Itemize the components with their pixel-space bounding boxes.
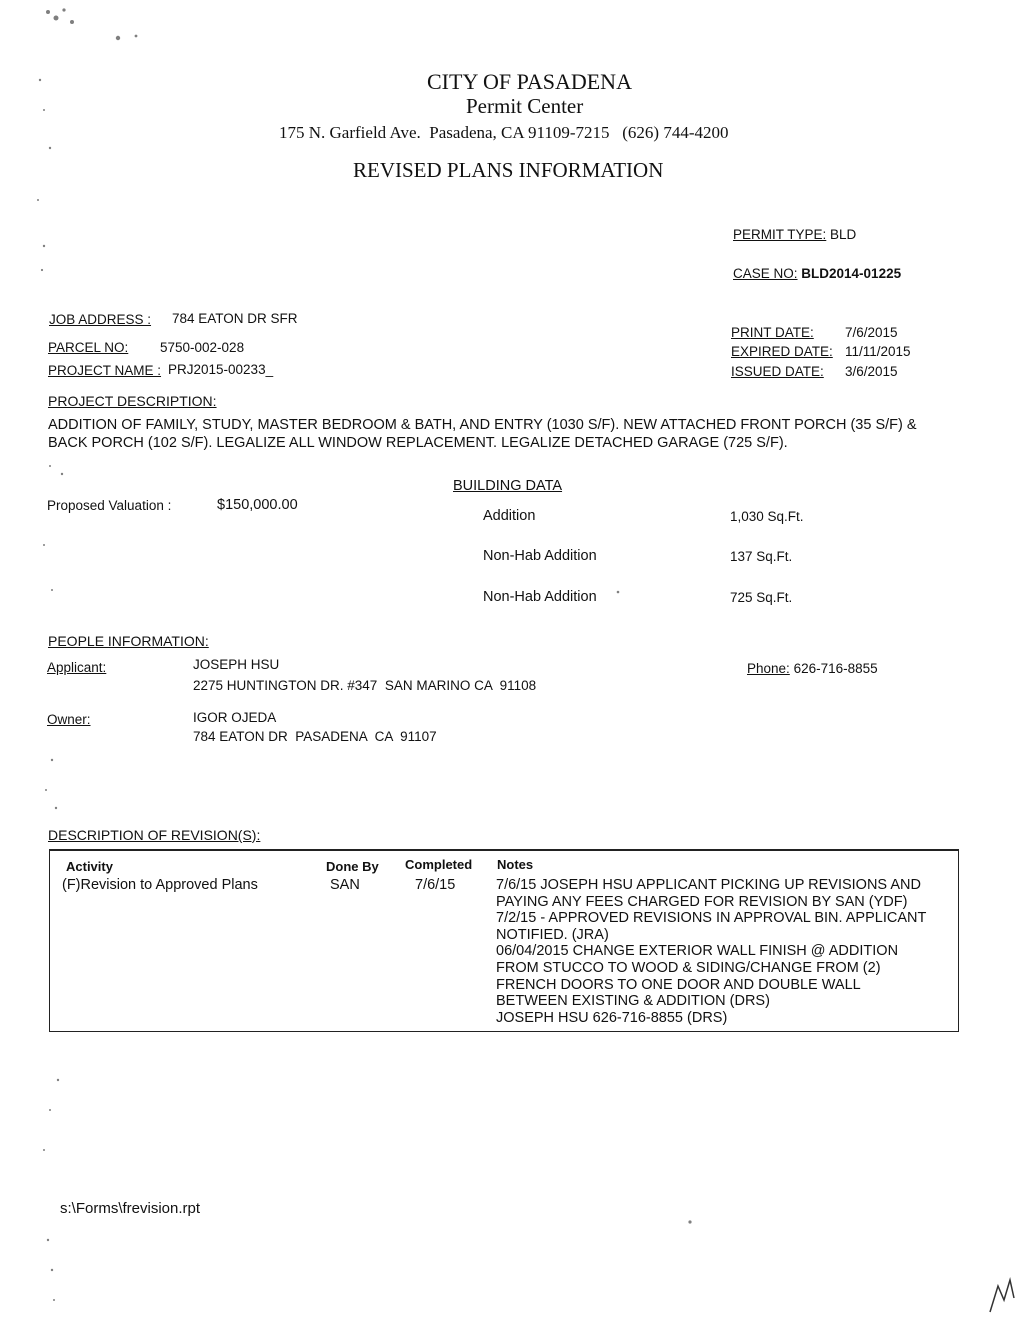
applicant-name: JOSEPH HSU <box>193 657 280 672</box>
col-header-notes: Notes <box>497 857 534 872</box>
revision-note-line: NOTIFIED. (JRA) <box>496 926 609 943</box>
applicant-label: Applicant: <box>47 660 107 675</box>
permit-type-value: BLD <box>830 227 857 242</box>
building-data-row-2-name: Non-Hab Addition <box>483 548 597 564</box>
case-number-label: CASE NO: <box>733 266 798 281</box>
building-data-row-3-area: 725 Sq.Ft. <box>730 590 793 605</box>
revision-note-line: 7/6/15 JOSEPH HSU APPLICANT PICKING UP REVISIONS AND <box>496 877 921 893</box>
owner-address: 784 EATON DR PASADENA CA 91107 <box>193 729 437 744</box>
revision-done-by: SAN <box>330 877 360 893</box>
case-number <box>733 266 901 281</box>
project-description-line-2: BACK PORCH (102 S/F). LEGALIZE ALL WINDOW REPLACEMENT. LEGALIZE DETACHED GARAGE (725 S/F). <box>48 435 788 451</box>
phone-label: Phone: <box>747 661 790 676</box>
revision-note-line: 7/2/15 - APPROVED REVISIONS IN APPROVAL BIN. APPLICANT <box>496 910 927 927</box>
valuation-value: $150,000.00 <box>217 497 298 513</box>
issued-date-label: ISSUED DATE: <box>731 364 824 379</box>
revision-notes <box>496 877 946 1026</box>
owner-name: IGOR OJEDA <box>193 710 277 725</box>
parcel-label: PARCEL NO: <box>48 340 129 355</box>
revision-note-line: JOSEPH HSU 626-716-8855 (DRS) <box>496 1009 728 1026</box>
col-header-done-by: Done By <box>326 859 379 874</box>
building-data-row-3-name: Non-Hab Addition <box>483 589 597 605</box>
building-data-row-1-name: Addition <box>483 508 536 524</box>
print-date-value: 7/6/2015 <box>845 325 898 340</box>
expired-date-value: 11/11/2015 <box>845 344 911 359</box>
revision-completed: 7/6/15 <box>415 877 456 893</box>
revision-note-line: FROM STUCCO TO WOOD & SIDING/CHANGE FROM (2) <box>496 959 881 976</box>
document-title: REVISED PLANS INFORMATION <box>353 158 664 182</box>
applicant-address: 2275 HUNTINGTON DR. #347 SAN MARINO CA 91108 <box>193 678 537 693</box>
office-address: 175 N. Garfield Ave. Pasadena, CA 91109-7215 (626) 744-4200 <box>279 123 729 142</box>
valuation-label: Proposed Valuation : <box>47 498 172 513</box>
revision-activity: (F)Revision to Approved Plans <box>62 877 258 893</box>
permit-type <box>733 227 856 242</box>
permit-type-label: PERMIT TYPE: <box>733 227 827 242</box>
col-header-completed: Completed <box>405 857 473 872</box>
issued-date-value: 3/6/2015 <box>845 364 898 379</box>
job-address-value: 784 EATON DR SFR <box>172 311 298 326</box>
people-information-title: PEOPLE INFORMATION: <box>48 633 209 649</box>
col-header-activity: Activity <box>66 859 113 874</box>
revision-note-line: 06/04/2015 CHANGE EXTERIOR WALL FINISH @ ADDITION <box>496 943 899 960</box>
project-description-label: PROJECT DESCRIPTION: <box>48 393 217 409</box>
project-description-line-1: ADDITION OF FAMILY, STUDY, MASTER BEDROOM & BATH, AND ENTRY (1030 S/F). NEW ATTACHED FRONT PORCH (35 S/F) & <box>48 417 917 433</box>
building-data-row-1-area: 1,030 Sq.Ft. <box>730 509 804 524</box>
building-data-row-2-area: 137 Sq.Ft. <box>730 549 793 564</box>
revision-note-line: FRENCH DOORS TO ONE DOOR AND DOUBLE WALL <box>496 976 861 993</box>
parcel-value: 5750-002-028 <box>160 340 245 355</box>
applicant-phone <box>747 661 878 676</box>
print-date-label: PRINT DATE: <box>731 325 814 340</box>
expired-date-label: EXPIRED DATE: <box>731 344 833 359</box>
office-name: Permit Center <box>466 94 584 118</box>
job-address-label: JOB ADDRESS : <box>49 312 152 327</box>
project-name-value: PRJ2015-00233_ <box>168 362 274 377</box>
city-name: CITY OF PASADENA <box>427 69 632 94</box>
report-path: s:\Forms\frevision.rpt <box>60 1200 201 1217</box>
phone-value: 626-716-8855 <box>793 661 878 676</box>
revision-note-line: BETWEEN EXISTING & ADDITION (DRS) <box>496 993 770 1010</box>
case-number-value: BLD2014-01225 <box>801 266 902 281</box>
revision-note-line: PAYING ANY FEES CHARGED FOR REVISION BY SAN (YDF) <box>496 893 908 910</box>
revisions-title: DESCRIPTION OF REVISION(S): <box>48 827 261 843</box>
building-data-title: BUILDING DATA <box>453 478 563 494</box>
project-name-label: PROJECT NAME : <box>48 363 162 378</box>
owner-label: Owner: <box>47 712 91 727</box>
